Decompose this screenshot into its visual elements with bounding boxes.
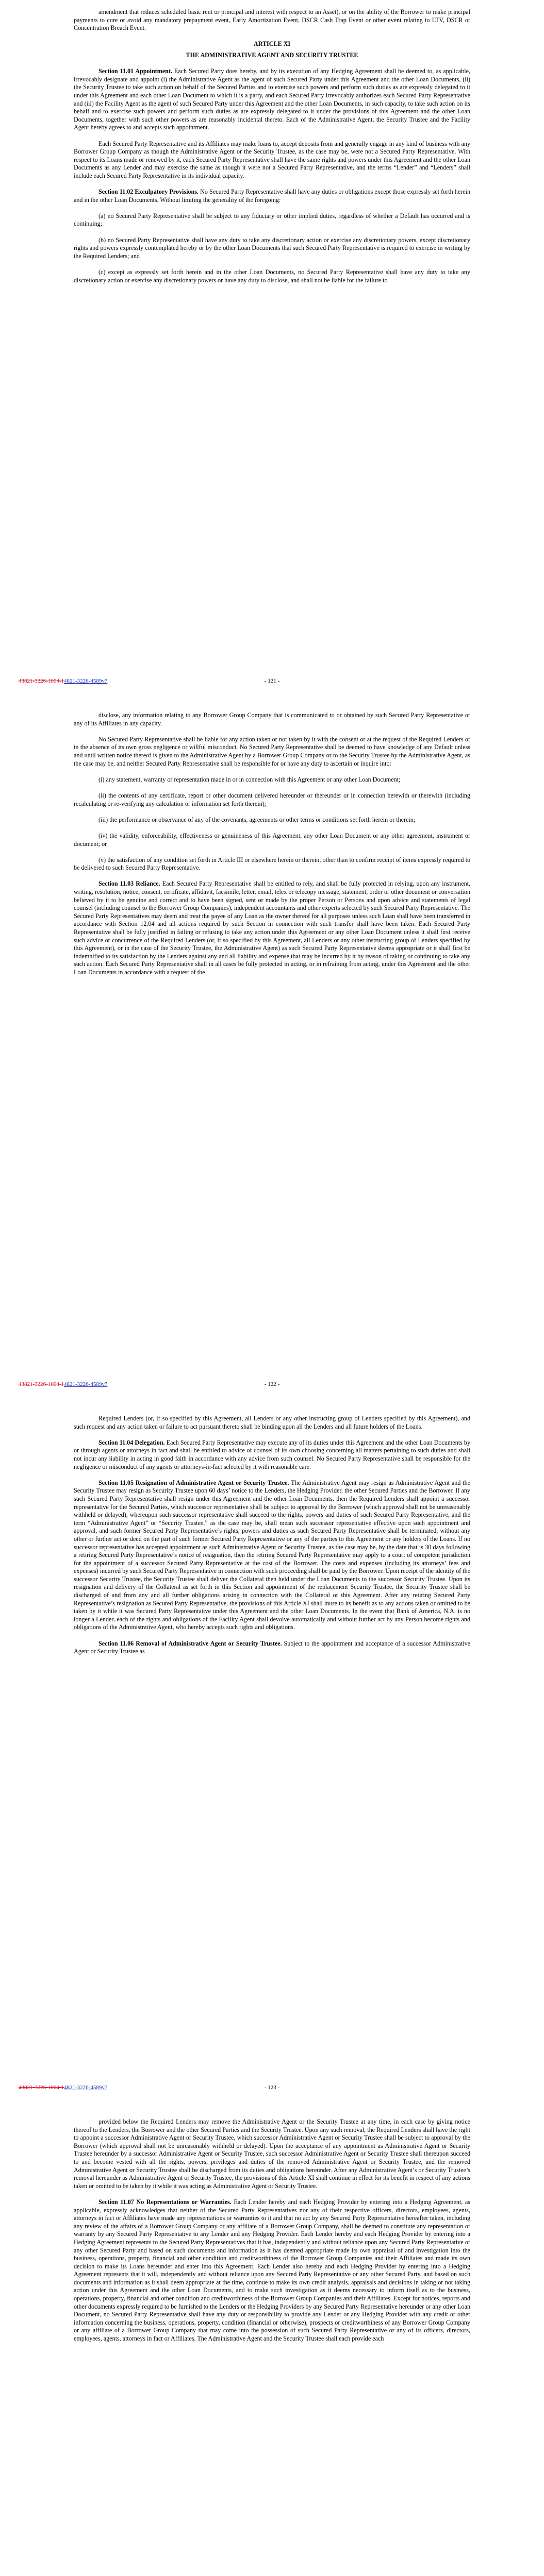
section-paragraph	[74, 1479, 470, 1632]
document-id-deleted: 43821-3226-1004-1	[19, 678, 64, 684]
page	[0, 2110, 544, 2576]
list-item: (b) no Secured Party Representative shall have any duty to take any discretionary action or exercise any discretionary powers, except discretionary rights and powers expressly contemplated hereby or by the other Loan Documents that such Secured Party Representative is required to exercise in writing by the Required Lenders; and	[74, 236, 470, 260]
page	[0, 0, 544, 703]
section-paragraph	[74, 67, 470, 132]
section-text: Each Secured Party Representative may execute any of its duties under this Agreement and the other Loan Documents by or through agents or attorneys in fact and shall be entitled to advice of counsel of its own choosing concerning all matters pertaining to such duties and shall not incur any liability in acting in good faith in accordance with any advice from such counsel. No Secured Party Representative shall be responsible for the negligence or misconduct of any agents or attorneys-in-fact selected by it with reasonable care.	[74, 1438, 470, 1470]
page-number: - 121 -	[264, 678, 280, 684]
page-body	[74, 8, 470, 293]
article-title: ARTICLE XI	[253, 40, 291, 48]
section-paragraph	[74, 1439, 470, 1471]
page	[0, 703, 544, 1406]
page-footer	[19, 676, 525, 686]
document-id-inserted: 4821-3226-4589v7	[64, 2084, 108, 2091]
body-paragraph: provided below the Required Lenders may remove the Administrative Agent or the Security Trustee at any time, in each case by giving notice thereof to the Lenders, the Borrower and the other Secured Parties and the Security Trustee. Upon any such removal, the Required Lenders shall have the right to appoint a successor Administrative Agent or Security Trustee, which successor Administrative Agent or Security Trustee shall be subject to approval by the Borrower (which approval shall not be unreasonably withheld or delayed). Upon the acceptance of any appointment as Administrative Agent or Security Trustee hereunder by a successor Administrative Agent or Security Trustee, such successor Administrative Agent or Security Trustee shall thereupon succeed to and become vested with all the rights, powers, privileges and duties of the removed Administrative Agent or Security Trustee, and the removed Administrative Agent or Security Trustee shall be discharged from its duties and obligations hereunder. After any Administrative Agent’s or Security Trustee’s removal hereunder as Administrative Agent or Security Trustee, the provisions of this Article XI shall continue in effect for its benefit in respect of any actions taken or omitted to be taken by it while it was acting as Administrative Agent or Security Trustee.	[74, 2118, 470, 2190]
body-paragraph: No Secured Party Representative shall be liable for any action taken or not taken by it with the consent or at the request of the Required Lenders or in the absence of its own gross negligence or willful misconduct. No Secured Party Representative shall be deemed to have knowledge of any Default unless and until written notice thereof is given to the Administrative Agent by a Borrower Group Company or to the Security Trustee by the Administrative Agent, as the case may be, and neither Secured Party Representative shall be responsible for or have any duty to ascertain or inquire into:	[74, 735, 470, 767]
page-body	[74, 2118, 470, 2351]
page	[0, 1406, 544, 2110]
section-paragraph	[74, 2198, 470, 2343]
page-number: - 123 -	[264, 2084, 280, 2091]
document-id-deleted: 43821-3226-1004-1	[19, 1381, 64, 1387]
section-heading: Section 11.01 Appointment.	[98, 67, 172, 75]
list-item: (iii) the performance or observance of any of the covenants, agreements or other terms or conditions set forth herein or therein;	[98, 816, 416, 823]
section-heading: Section 11.06 Removal of Administrative Agent or Security Trustee.	[98, 1639, 282, 1647]
document-id-deleted: 43821-3226-1004-1	[19, 2084, 64, 2091]
body-paragraph: Each Secured Party Representative and its Affiliates may make loans to, accept deposits from and generally engage in any kind of business with any Borrower Group Company as though the Administrative Agent or the Security Trustee, as the case may be, were not a Secured Party Representative. With respect to its Loans made or renewed by it, each Secured Party Representative shall have the same rights and powers under this Agreement and the other Loan Documents as any Lender and may exercise the same as though it were not a Secured Party Representative, and the terms “Lender” and “Lenders” shall include each Secured Party Representative in its individual capacity.	[74, 140, 470, 179]
list-item: (ii) the contents of any certificate, report or other document delivered hereunder or thereunder or in connection herewith or therewith (including recalculating or re-verifying any calculation or information set forth therein);	[74, 791, 470, 807]
section-text: Each Secured Party does hereby, and by its execution of any Hedging Agreement shall be deemed to, as applicable, irrevocably designate and appoint (i) the Administrative Agent as the agent of such Secured Party under this Agreement and the other Loan Documents, (ii) the Security Trustee to take such action on behalf of the Secured Parties and to exercise such powers and perform such duties as are expressly delegated to it under this Agreement and each other Loan Document to which it is a party, and each Secured Party irrevocably authorizes each Secured Party Representative and (iii) the Facility Agent as the agent of such Secured Party under this Agreement and the other Loan Documents, in such capacity, to take such action on its behalf and to exercise such powers and perform such duties as are expressly delegated to it under the provisions of this Agreement and the other Loan Documents, together with such other powers as are reasonably incidental thereto. Each of the Administrative Agent, the Security Trustee and the Facility Agent hereby agrees to and accepts such appointment.	[74, 67, 470, 131]
page-footer	[19, 1379, 525, 1389]
list-item: (iv) the validity, enforceability, effectiveness or genuineness of this Agreement, any other Loan Document or any other agreement, instrument or document; or	[74, 832, 470, 848]
page-footer	[19, 2082, 525, 2093]
body-paragraph: amendment that reduces scheduled basic rent or principal and interest with respect to an Asset), or on the ability of the Borrower to make principal payments to cure or avoid any mandatory prepayment event, Early Amortization Event, DSCR Cash Trap Event or other event relating to LTV, DSCR or Concentration Breach Event.	[74, 8, 470, 32]
page-body	[74, 1415, 470, 1664]
section-text: Each Secured Party Representative shall be entitled to rely, and shall be fully protected in relying, upon any instrument, writing, resolution, notice, consent, certificate, affidavit, facsimile, letter, email, telex or telecopy message, statement, order or other document or conversation believed by it to be genuine and correct and to have been signed, sent or made by the proper Person or Persons and upon advice and statements of legal counsel (including counsel to the Borrower Group Companies), independent accountants and other experts selected by such Secured Party Representative. The Secured Party Representatives may deem and treat the payee of any Loan as the owner thereof for all purposes unless such Loan shall have been transferred in accordance with Section 12.04 and all actions required by such Section in connection with such transfer shall have been taken. Each Secured Party Representative shall be fully justified in failing or refusing to take any action under this Agreement or any other Loan Document unless it shall first receive such advice or concurrence of the Required Lenders (or, if so specified by this Agreement, all Lenders or any other instructing group of Lenders specified by this Agreement), or in the case of the Security Trustee, the Administrative Agent) as such Secured Party Representative deems appropriate or it shall first be indemnified to its satisfaction by the Lenders against any and all liability and expense that may be incurred by it by reason of taking or continuing to take any such action. Each Secured Party Representative shall in all cases be fully protected in acting, or in refraining from acting, under this Agreement and the other Loan Documents in accordance with a request of the	[74, 880, 470, 976]
body-paragraph: Required Lenders (or, if so specified by this Agreement, all Lenders or any other instructing group of Lenders specified by this Agreement), and such request and any action taken or failure to act pursuant thereto shall be binding upon all the Lenders and all future holders of the Loans.	[74, 1415, 470, 1430]
section-heading: Section 11.04 Delegation.	[98, 1438, 165, 1446]
section-text: No Secured Party Representative shall have any duties or obligations except those expressly set forth herein and in the other Loan Documents. Without limiting the generality of the foregoing:	[74, 188, 471, 204]
page-number: - 122 -	[264, 1381, 280, 1387]
page-body	[74, 711, 470, 985]
section-text: The Administrative Agent may resign as Administrative Agent and the Security Trustee may resign as Security Trustee upon 60 days’ notice to the Lenders, the Hedging Provider, the other Secured Parties and the Borrower. If any such Secured Party Representative shall resign under this Agreement and the other Loan Documents, then the Required Lenders shall appoint a successor representative for the Secured Parties, which successor representative shall be subject to approval by the Borrower (which approval shall not be unreasonably withheld or delayed), whereupon such successor representative shall succeed to the rights, powers and duties of such Secured Party Representative, and the term “Administrative Agent” or “Security Trustee,” as the case may be, shall mean such successor representative effective upon such appointment and approval, and such former Secured Party Representative’s rights, powers and duties as such Secured Party Representative shall be terminated, without any other or further act or deed on the part of such former Secured Party Representative or any of the parties to this Agreement or any holders of the Loans. If no successor representative has accepted appointment as such Administrative Agent or Security Trustee, as the case may be, by the date that is 30 days following a retiring Secured Party Representative’s notice of resignation, then the retiring Secured Party Representative may apply to a court of competent jurisdiction for the appointment of a successor Secured Party Representative at the cost of the Borrower. The costs and expenses (including its attorneys’ fees and expenses) incurred by such Secured Party Representative in connection with such proceeding shall be paid by the Borrower. Upon receipt of the identity of the successor Security Trustee, the Security Trustee shall deliver the Collateral then held under the Loan Documents to the successor Security Trustee. Upon its resignation and delivery of the Collateral as set forth in this Section and appointment of the replacement Security Trustee, the Security Trustee shall be discharged of and from any and all further obligations arising in connection with the Collateral or this Agreement. After any retiring Secured Party Representative’s resignation as Secured Party Representative, the provisions of this Article XI shall inure to its benefit as to any actions taken or omitted to be taken by it while it was Secured Party Representative under this Agreement and the other Loan Documents. In the event that Bank of America, N.A. is no longer a Lender, each of the rights and obligations of the Facility Agent shall devolve automatically and without further act by any Person become rights and obligations of the Administrative Agent, who hereby accepts such rights and obligations.	[74, 1479, 470, 1631]
section-heading: Section 11.07 No Representations or Warranties.	[98, 2198, 232, 2206]
section-heading: Section 11.05 Resignation of Administrative Agent or Security Trustee.	[98, 1479, 289, 1486]
list-item: (i) any statement, warranty or representation made in or in connection with this Agreement or any other Loan Document;	[98, 775, 401, 783]
section-paragraph	[74, 880, 470, 976]
section-paragraph	[74, 1640, 470, 1656]
body-paragraph: disclose, any information relating to any Borrower Group Company that is communicated to or obtained by such Secured Party Representative or any of its Affiliates in any capacity.	[74, 711, 470, 727]
document-id-inserted: 4821-3226-4589v7	[64, 678, 108, 684]
article-subtitle: THE ADMINISTRATIVE AGENT AND SECURITY TRUSTEE	[186, 51, 358, 59]
section-text: Each Lender hereby and each Hedging Provider by entering into a Hedging Agreement, as applicable, expressly acknowledges that neither of the Secured Party Representatives nor any of their respective officers, directors, employees, agents, attorneys in fact or Affiliates have made any representations or warranties to it and that no act by any Secured Party Representative hereafter taken, including any review of the affairs of a Borrower Group Company or any affiliate of a Borrower Group Company, shall be deemed to constitute any representation or warranty by any Secured Party Representative to any Lender and any Hedging Provider. Each Lender hereby and each Hedging Provider by entering into a Hedging Agreement represents to the Secured Party Representatives that it has, independently and without reliance upon any Secured Party Representative or any other Secured Party and based on such documents and information as it has deemed appropriate made its own appraisal of and investigation into the business, operations, property, financial and other condition and creditworthiness of the Borrower Group Companies and their Affiliates and made its own decision to make its Loans hereunder and enter into this Agreement. Each Lender also hereby and each Hedging Provider by entering into a Hedging Agreement represents that it will, independently and without reliance upon any Secured Party Representative or any other Secured Party, and based on such documents and information as it shall deem appropriate at the time, continue to make its own credit analysis, appraisals and decisions in taking or not taking action under this Agreement and the other Loan Documents, and to make such investigation as it deems necessary to inform itself as to the business, operations, property, financial and other condition and creditworthiness of the Borrower Group Companies and their Affiliates. Except for notices, reports and other documents expressly required to be furnished to the Lenders or the Hedging Providers by any Secured Party Representative hereunder or any other Loan Document, no Secured Party Representative shall have any duty or responsibility to provide any Lender or any Hedging Provider with any credit or other information concerning the business, operations, property, condition (financial or otherwise), prospects or creditworthiness of any Borrower Group Company or any affiliate of a Borrower Group Company that may come into the possession of such Secured Party Representative or any of its officers, directors, employees, agents, attorneys in fact or Affiliates. The Administrative Agent and the Security Trustee shall each provide each	[74, 2198, 470, 2343]
section-paragraph	[74, 188, 470, 204]
section-heading: Section 11.03 Reliance.	[98, 880, 160, 888]
list-item: (c) except as expressly set forth herein and in the other Loan Documents, no Secured Party Representative shall have any duty to take any discretionary action or exercise any discretionary powers or have any duty to disclose, and shall not be liable for the failure to	[74, 268, 470, 284]
list-item: (v) the satisfaction of any condition set forth in Article III or elsewhere herein or therein, other than to confirm receipt of items expressly required to be delivered to such Secured Party Representative.	[74, 856, 470, 872]
section-heading: Section 11.02 Exculpatory Provisions.	[98, 188, 199, 196]
section-text: Subject to the appointment and acceptance of a successor Administrative Agent or Security Trustee as	[74, 1639, 470, 1655]
list-item: (a) no Secured Party Representative shall be subject to any fiduciary or other implied duties, regardless of whether a Default has occurred and is continuing;	[74, 212, 470, 228]
document-id-inserted: 4821-3226-4589v7	[64, 1381, 108, 1387]
